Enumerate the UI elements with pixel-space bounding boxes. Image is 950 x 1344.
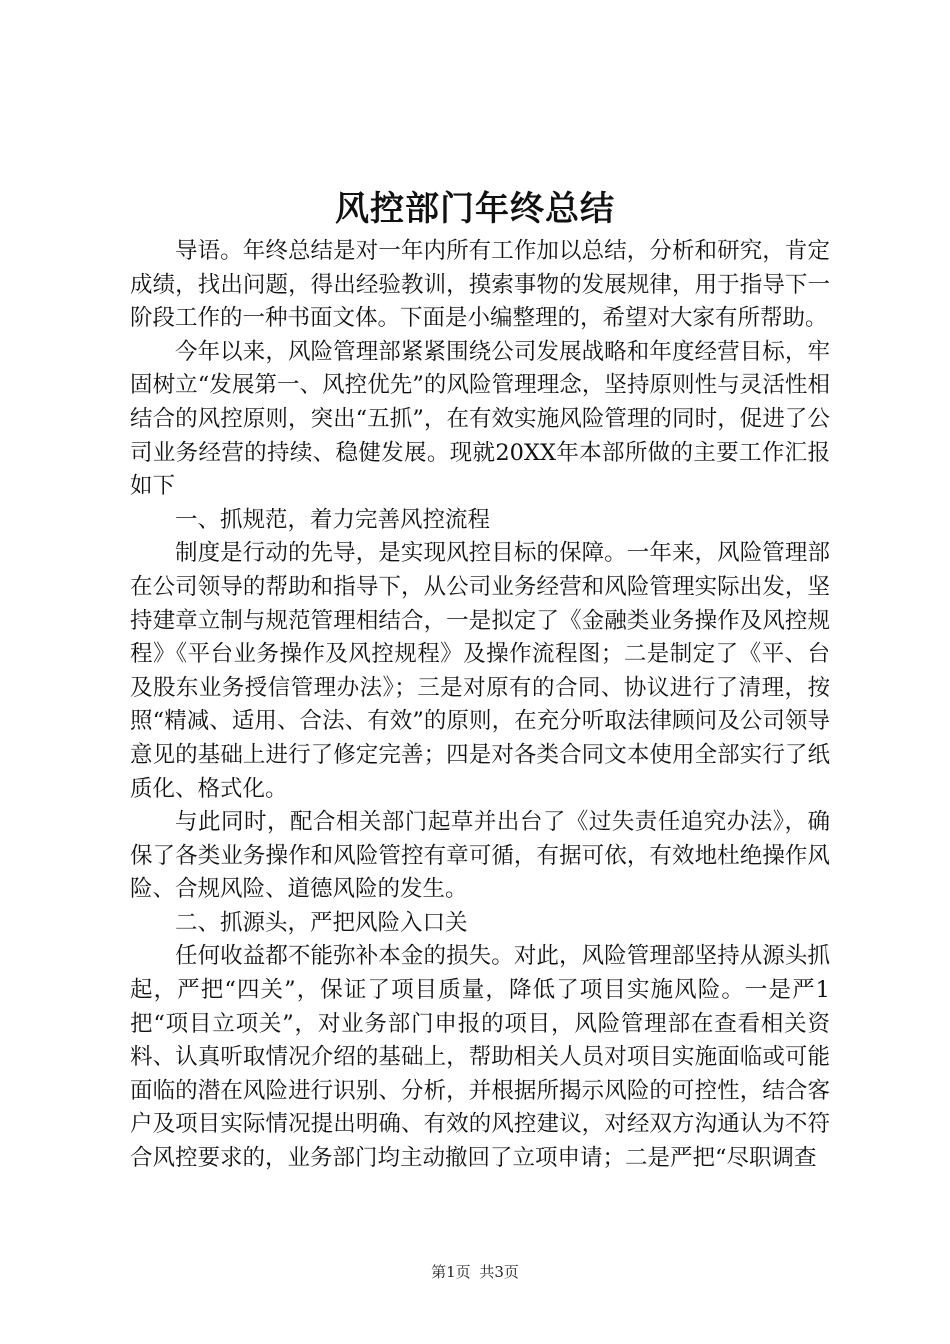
document-body [130, 235, 830, 1176]
paragraph-section-1-continued: 与此同时，配合相关部门起草并出台了《过失责任追究办法》，确保了各类业务操作和风险管控有章可循，有据可依，有效地杜绝操作风险、合规风险、道德风险的发生。 [130, 809, 830, 903]
paragraph-section-1: 制度是行动的先导，是实现风控目标的保障。一年来，风险管理部在公司领导的帮助和指导下，从公司业务经营和风险管理实际出发，坚持建章立制与规范管理相结合，一是拟定了《金融类业务操作及风控规程》《平台业务操作及风控规程》及操作流程图；二是制定了《平、台及股东业务授信管理办法》；三是对原有的合同、协议进行了清理，按照“精减、适用、合法、有效”的原则，在充分听取法律顾问及公司领导意见的基础上进行了修定完善；四是对各类合同文本使用全部实行了纸质化、格式化。 [130, 540, 830, 802]
section-heading-1: 一、抓规范，着力完善风控流程 [175, 506, 491, 533]
page-total: 共3页 [479, 1263, 519, 1281]
page-footer [0, 1262, 950, 1282]
paragraph-overview: 今年以来，风险管理部紧紧围绕公司发展战略和年度经营目标，牢固树立“发展第一、风控优先”的风险管理理念，坚持原则性与灵活性相结合的风控原则，突出“五抓”，在有效实施风险管理的同时，促进了公司业务经营的持续、稳健发展。现就20XX年本部所做的主要工作汇报如下 [130, 338, 830, 500]
document-title: 风控部门年终总结 [335, 189, 615, 229]
section-heading-2: 二、抓源头，严把风险入口关 [175, 909, 468, 936]
paragraph-section-2: 任何收益都不能弥补本金的损失。对此，风险管理部坚持从源头抓起，严把“四关”，保证了项目质量，降低了项目实施风险。一是严1把“项目立项关”，对业务部门申报的项目，风险管理部在查看相关资料、认真听取情况介绍的基础上，帮助相关人员对项目实施面临或可能面临的潜在风险进行识别、分析，并根据所揭示风险的可控性，结合客户及项目实际情况提出明确、有效的风控建议，对经双方沟通认为不符合风控要求的，业务部门均主动撤回了立项申请；二是严把“尽职调查 [130, 943, 830, 1172]
page-number: 第1页 [431, 1263, 471, 1281]
paragraph-intro: 导语。年终总结是对一年内所有工作加以总结，分析和研究，肯定成绩，找出问题，得出经验教训，摸索事物的发展规律，用于指导下一阶段工作的一种书面文体。下面是小编整理的，希望对大家有所帮助。 [130, 238, 830, 332]
